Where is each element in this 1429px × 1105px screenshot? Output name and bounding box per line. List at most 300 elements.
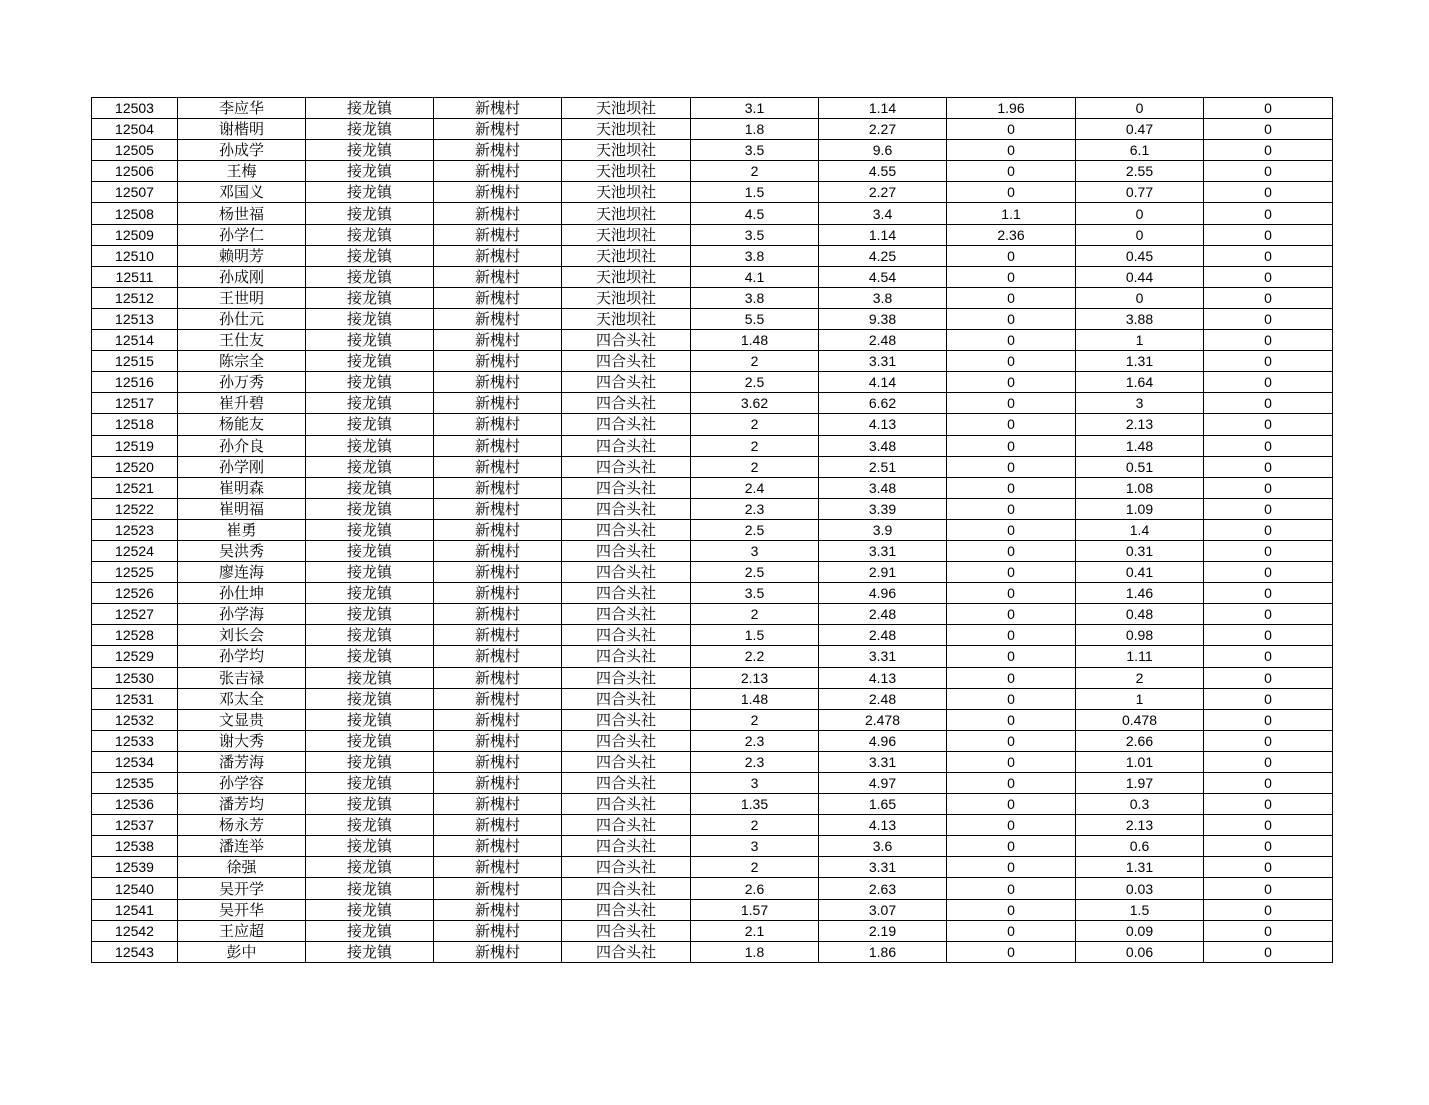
table-body: [92, 98, 1333, 963]
cell-value-c: 0: [947, 773, 1076, 794]
cell-town: 接龙镇: [306, 667, 434, 688]
cell-village: 新槐村: [434, 583, 562, 604]
cell-person-name: 孙学均: [178, 646, 306, 667]
cell-value-d: 0.41: [1076, 562, 1204, 583]
cell-value-d: 1.08: [1076, 477, 1204, 498]
cell-value-e: 0: [1204, 224, 1333, 245]
cell-value-d: 1.31: [1076, 857, 1204, 878]
cell-value-b: 2.48: [819, 604, 947, 625]
cell-person-name: 徐强: [178, 857, 306, 878]
cell-value-a: 2: [691, 857, 819, 878]
cell-value-b: 2.27: [819, 119, 947, 140]
cell-value-c: 0: [947, 498, 1076, 519]
cell-town: 接龙镇: [306, 330, 434, 351]
cell-value-b: 3.31: [819, 540, 947, 561]
cell-village: 新槐村: [434, 667, 562, 688]
cell-record-id: 12532: [92, 709, 178, 730]
cell-record-id: 12534: [92, 751, 178, 772]
cell-record-id: 12516: [92, 372, 178, 393]
cell-record-id: 12543: [92, 941, 178, 962]
cell-value-c: 0: [947, 456, 1076, 477]
cell-record-id: 12529: [92, 646, 178, 667]
cell-value-c: 0: [947, 625, 1076, 646]
cell-value-a: 2.3: [691, 730, 819, 751]
cell-record-id: 12527: [92, 604, 178, 625]
cell-value-b: 2.27: [819, 182, 947, 203]
cell-value-b: 3.4: [819, 203, 947, 224]
cell-value-a: 2: [691, 815, 819, 836]
cell-person-name: 孙学仁: [178, 224, 306, 245]
cell-value-e: 0: [1204, 941, 1333, 962]
cell-value-a: 2: [691, 604, 819, 625]
cell-community: 四合头社: [562, 920, 691, 941]
table-row: [92, 351, 1333, 372]
cell-value-b: 4.13: [819, 667, 947, 688]
cell-record-id: 12518: [92, 414, 178, 435]
cell-person-name: 彭中: [178, 941, 306, 962]
cell-community: 天池坝社: [562, 119, 691, 140]
cell-value-d: 0.44: [1076, 266, 1204, 287]
cell-record-id: 12503: [92, 98, 178, 119]
table-row: [92, 941, 1333, 962]
cell-record-id: 12540: [92, 878, 178, 899]
cell-village: 新槐村: [434, 604, 562, 625]
cell-town: 接龙镇: [306, 498, 434, 519]
cell-value-b: 1.65: [819, 794, 947, 815]
cell-town: 接龙镇: [306, 604, 434, 625]
cell-value-e: 0: [1204, 920, 1333, 941]
cell-village: 新槐村: [434, 562, 562, 583]
cell-value-a: 2.5: [691, 519, 819, 540]
cell-value-e: 0: [1204, 414, 1333, 435]
cell-value-b: 3.31: [819, 751, 947, 772]
cell-record-id: 12511: [92, 266, 178, 287]
cell-value-a: 4.5: [691, 203, 819, 224]
cell-record-id: 12525: [92, 562, 178, 583]
cell-value-d: 0.48: [1076, 604, 1204, 625]
cell-value-e: 0: [1204, 98, 1333, 119]
table-row: [92, 920, 1333, 941]
cell-value-b: 3.8: [819, 287, 947, 308]
cell-community: 四合头社: [562, 435, 691, 456]
cell-value-e: 0: [1204, 730, 1333, 751]
cell-value-e: 0: [1204, 351, 1333, 372]
table-row: [92, 836, 1333, 857]
cell-value-c: 0: [947, 730, 1076, 751]
cell-town: 接龙镇: [306, 351, 434, 372]
cell-value-a: 3.8: [691, 287, 819, 308]
table-row: [92, 119, 1333, 140]
cell-person-name: 谢楷明: [178, 119, 306, 140]
cell-value-a: 2: [691, 414, 819, 435]
cell-town: 接龙镇: [306, 182, 434, 203]
cell-community: 四合头社: [562, 941, 691, 962]
cell-community: 四合头社: [562, 414, 691, 435]
cell-value-b: 1.14: [819, 224, 947, 245]
cell-village: 新槐村: [434, 878, 562, 899]
cell-value-e: 0: [1204, 435, 1333, 456]
cell-record-id: 12509: [92, 224, 178, 245]
cell-town: 接龙镇: [306, 815, 434, 836]
cell-value-d: 3: [1076, 393, 1204, 414]
cell-value-b: 4.55: [819, 161, 947, 182]
cell-village: 新槐村: [434, 435, 562, 456]
cell-value-d: 1.5: [1076, 899, 1204, 920]
cell-person-name: 孙仕坤: [178, 583, 306, 604]
table-row: [92, 393, 1333, 414]
cell-person-name: 孙成刚: [178, 266, 306, 287]
cell-value-c: 0: [947, 477, 1076, 498]
table-row: [92, 604, 1333, 625]
cell-value-d: 1: [1076, 688, 1204, 709]
cell-town: 接龙镇: [306, 161, 434, 182]
cell-value-e: 0: [1204, 456, 1333, 477]
cell-value-a: 1.8: [691, 119, 819, 140]
cell-value-c: 0: [947, 836, 1076, 857]
table-row: [92, 815, 1333, 836]
cell-community: 四合头社: [562, 899, 691, 920]
table-row: [92, 625, 1333, 646]
cell-value-c: 0: [947, 709, 1076, 730]
cell-value-b: 4.54: [819, 266, 947, 287]
cell-value-a: 2.4: [691, 477, 819, 498]
cell-value-e: 0: [1204, 182, 1333, 203]
cell-value-b: 1.14: [819, 98, 947, 119]
table-row: [92, 857, 1333, 878]
cell-value-e: 0: [1204, 773, 1333, 794]
cell-town: 接龙镇: [306, 266, 434, 287]
cell-value-e: 0: [1204, 562, 1333, 583]
table-row: [92, 899, 1333, 920]
cell-value-a: 1.8: [691, 941, 819, 962]
cell-value-c: 0: [947, 857, 1076, 878]
cell-value-a: 2.3: [691, 498, 819, 519]
cell-value-e: 0: [1204, 878, 1333, 899]
cell-community: 四合头社: [562, 351, 691, 372]
cell-value-a: 2.6: [691, 878, 819, 899]
cell-value-c: 0: [947, 583, 1076, 604]
table-row: [92, 203, 1333, 224]
cell-community: 天池坝社: [562, 245, 691, 266]
cell-value-b: 6.62: [819, 393, 947, 414]
cell-value-d: 1.64: [1076, 372, 1204, 393]
cell-community: 四合头社: [562, 372, 691, 393]
cell-value-e: 0: [1204, 583, 1333, 604]
cell-person-name: 王仕友: [178, 330, 306, 351]
cell-value-b: 2.48: [819, 688, 947, 709]
cell-community: 天池坝社: [562, 224, 691, 245]
cell-value-a: 1.48: [691, 330, 819, 351]
cell-community: 四合头社: [562, 751, 691, 772]
cell-record-id: 12528: [92, 625, 178, 646]
cell-record-id: 12519: [92, 435, 178, 456]
cell-value-b: 3.31: [819, 646, 947, 667]
cell-value-e: 0: [1204, 625, 1333, 646]
cell-value-b: 3.9: [819, 519, 947, 540]
cell-value-a: 1.5: [691, 182, 819, 203]
cell-person-name: 孙学海: [178, 604, 306, 625]
cell-person-name: 王世明: [178, 287, 306, 308]
cell-value-e: 0: [1204, 815, 1333, 836]
cell-record-id: 12517: [92, 393, 178, 414]
cell-record-id: 12541: [92, 899, 178, 920]
cell-town: 接龙镇: [306, 245, 434, 266]
table-row: [92, 646, 1333, 667]
cell-town: 接龙镇: [306, 393, 434, 414]
cell-person-name: 邓国义: [178, 182, 306, 203]
cell-value-e: 0: [1204, 709, 1333, 730]
cell-value-d: 1.48: [1076, 435, 1204, 456]
table-row: [92, 519, 1333, 540]
cell-person-name: 孙学容: [178, 773, 306, 794]
cell-value-c: 0: [947, 161, 1076, 182]
cell-value-d: 2.13: [1076, 815, 1204, 836]
cell-value-b: 3.39: [819, 498, 947, 519]
cell-value-c: 0: [947, 245, 1076, 266]
cell-village: 新槐村: [434, 372, 562, 393]
cell-value-d: 1.11: [1076, 646, 1204, 667]
cell-town: 接龙镇: [306, 540, 434, 561]
cell-town: 接龙镇: [306, 308, 434, 329]
table-row: [92, 583, 1333, 604]
cell-village: 新槐村: [434, 857, 562, 878]
cell-value-a: 3.5: [691, 224, 819, 245]
cell-village: 新槐村: [434, 625, 562, 646]
cell-person-name: 杨能友: [178, 414, 306, 435]
cell-community: 四合头社: [562, 815, 691, 836]
cell-value-a: 2: [691, 351, 819, 372]
cell-value-e: 0: [1204, 646, 1333, 667]
table-row: [92, 435, 1333, 456]
cell-value-b: 3.48: [819, 477, 947, 498]
cell-value-b: 2.478: [819, 709, 947, 730]
cell-value-a: 4.1: [691, 266, 819, 287]
cell-community: 四合头社: [562, 519, 691, 540]
cell-village: 新槐村: [434, 161, 562, 182]
cell-value-a: 2: [691, 161, 819, 182]
cell-community: 四合头社: [562, 604, 691, 625]
cell-value-a: 2: [691, 709, 819, 730]
cell-village: 新槐村: [434, 224, 562, 245]
cell-value-a: 2.1: [691, 920, 819, 941]
cell-value-d: 0: [1076, 98, 1204, 119]
cell-village: 新槐村: [434, 308, 562, 329]
cell-value-e: 0: [1204, 899, 1333, 920]
cell-village: 新槐村: [434, 709, 562, 730]
cell-village: 新槐村: [434, 351, 562, 372]
cell-village: 新槐村: [434, 287, 562, 308]
cell-community: 四合头社: [562, 667, 691, 688]
cell-value-b: 3.31: [819, 351, 947, 372]
cell-value-b: 4.96: [819, 730, 947, 751]
table-row: [92, 540, 1333, 561]
cell-village: 新槐村: [434, 836, 562, 857]
cell-record-id: 12542: [92, 920, 178, 941]
cell-town: 接龙镇: [306, 941, 434, 962]
cell-town: 接龙镇: [306, 140, 434, 161]
table-row: [92, 161, 1333, 182]
cell-person-name: 吴洪秀: [178, 540, 306, 561]
cell-community: 四合头社: [562, 730, 691, 751]
cell-town: 接龙镇: [306, 625, 434, 646]
cell-person-name: 孙介良: [178, 435, 306, 456]
cell-village: 新槐村: [434, 477, 562, 498]
cell-value-a: 1.35: [691, 794, 819, 815]
cell-village: 新槐村: [434, 730, 562, 751]
cell-community: 天池坝社: [562, 287, 691, 308]
cell-person-name: 孙学刚: [178, 456, 306, 477]
cell-value-c: 0: [947, 751, 1076, 772]
cell-value-c: 2.36: [947, 224, 1076, 245]
cell-value-e: 0: [1204, 498, 1333, 519]
cell-record-id: 12539: [92, 857, 178, 878]
cell-village: 新槐村: [434, 266, 562, 287]
cell-town: 接龙镇: [306, 773, 434, 794]
cell-town: 接龙镇: [306, 751, 434, 772]
cell-community: 四合头社: [562, 393, 691, 414]
cell-value-c: 0: [947, 435, 1076, 456]
cell-value-e: 0: [1204, 161, 1333, 182]
cell-village: 新槐村: [434, 899, 562, 920]
table-row: [92, 330, 1333, 351]
cell-village: 新槐村: [434, 140, 562, 161]
cell-value-a: 2: [691, 456, 819, 477]
cell-person-name: 杨永芳: [178, 815, 306, 836]
cell-record-id: 12535: [92, 773, 178, 794]
cell-value-a: 2.2: [691, 646, 819, 667]
cell-value-e: 0: [1204, 287, 1333, 308]
cell-value-c: 0: [947, 688, 1076, 709]
cell-value-e: 0: [1204, 477, 1333, 498]
cell-value-b: 4.13: [819, 815, 947, 836]
cell-value-b: 4.25: [819, 245, 947, 266]
cell-value-a: 2: [691, 435, 819, 456]
cell-value-b: 4.13: [819, 414, 947, 435]
table-row: [92, 751, 1333, 772]
cell-town: 接龙镇: [306, 119, 434, 140]
cell-value-b: 4.14: [819, 372, 947, 393]
cell-town: 接龙镇: [306, 646, 434, 667]
cell-record-id: 12530: [92, 667, 178, 688]
cell-record-id: 12537: [92, 815, 178, 836]
cell-community: 天池坝社: [562, 266, 691, 287]
cell-value-d: 1.4: [1076, 519, 1204, 540]
cell-record-id: 12507: [92, 182, 178, 203]
table-row: [92, 878, 1333, 899]
cell-value-e: 0: [1204, 604, 1333, 625]
table-row: [92, 730, 1333, 751]
cell-value-c: 0: [947, 899, 1076, 920]
cell-community: 天池坝社: [562, 182, 691, 203]
cell-community: 天池坝社: [562, 98, 691, 119]
cell-value-c: 0: [947, 351, 1076, 372]
cell-town: 接龙镇: [306, 562, 434, 583]
cell-value-c: 0: [947, 540, 1076, 561]
cell-record-id: 12522: [92, 498, 178, 519]
cell-person-name: 孙万秀: [178, 372, 306, 393]
cell-record-id: 12505: [92, 140, 178, 161]
cell-value-b: 9.6: [819, 140, 947, 161]
cell-value-d: 1.31: [1076, 351, 1204, 372]
cell-value-c: 0: [947, 308, 1076, 329]
cell-value-e: 0: [1204, 857, 1333, 878]
cell-person-name: 刘长会: [178, 625, 306, 646]
cell-record-id: 12538: [92, 836, 178, 857]
cell-town: 接龙镇: [306, 372, 434, 393]
cell-value-b: 1.86: [819, 941, 947, 962]
cell-value-d: 0.98: [1076, 625, 1204, 646]
cell-value-e: 0: [1204, 667, 1333, 688]
cell-town: 接龙镇: [306, 583, 434, 604]
cell-value-a: 2.3: [691, 751, 819, 772]
table-row: [92, 182, 1333, 203]
cell-person-name: 崔升碧: [178, 393, 306, 414]
cell-value-d: 3.88: [1076, 308, 1204, 329]
cell-person-name: 谢大秀: [178, 730, 306, 751]
cell-community: 四合头社: [562, 583, 691, 604]
cell-person-name: 崔明森: [178, 477, 306, 498]
cell-village: 新槐村: [434, 751, 562, 772]
cell-value-c: 0: [947, 414, 1076, 435]
table-row: [92, 224, 1333, 245]
table-row: [92, 688, 1333, 709]
cell-value-a: 2.5: [691, 372, 819, 393]
cell-value-c: 1.1: [947, 203, 1076, 224]
cell-value-d: 1.46: [1076, 583, 1204, 604]
cell-record-id: 12531: [92, 688, 178, 709]
cell-value-e: 0: [1204, 203, 1333, 224]
cell-person-name: 王应超: [178, 920, 306, 941]
cell-town: 接龙镇: [306, 98, 434, 119]
cell-value-e: 0: [1204, 266, 1333, 287]
cell-value-d: 0.06: [1076, 941, 1204, 962]
cell-record-id: 12520: [92, 456, 178, 477]
cell-village: 新槐村: [434, 773, 562, 794]
cell-value-b: 3.6: [819, 836, 947, 857]
cell-value-a: 3.8: [691, 245, 819, 266]
cell-town: 接龙镇: [306, 730, 434, 751]
cell-value-c: 0: [947, 330, 1076, 351]
cell-community: 四合头社: [562, 477, 691, 498]
cell-value-e: 0: [1204, 308, 1333, 329]
cell-village: 新槐村: [434, 519, 562, 540]
cell-value-c: 0: [947, 646, 1076, 667]
cell-value-b: 2.48: [819, 625, 947, 646]
cell-town: 接龙镇: [306, 519, 434, 540]
table-row: [92, 287, 1333, 308]
cell-value-d: 0.45: [1076, 245, 1204, 266]
cell-record-id: 12512: [92, 287, 178, 308]
table-row: [92, 140, 1333, 161]
cell-person-name: 崔明福: [178, 498, 306, 519]
cell-record-id: 12521: [92, 477, 178, 498]
cell-value-b: 2.63: [819, 878, 947, 899]
cell-value-b: 3.48: [819, 435, 947, 456]
cell-person-name: 文显贵: [178, 709, 306, 730]
cell-value-d: 0.09: [1076, 920, 1204, 941]
cell-village: 新槐村: [434, 498, 562, 519]
cell-town: 接龙镇: [306, 857, 434, 878]
cell-person-name: 吴开华: [178, 899, 306, 920]
cell-community: 四合头社: [562, 330, 691, 351]
cell-record-id: 12515: [92, 351, 178, 372]
cell-person-name: 李应华: [178, 98, 306, 119]
cell-value-d: 0.77: [1076, 182, 1204, 203]
data-table: [91, 97, 1333, 963]
cell-community: 天池坝社: [562, 203, 691, 224]
cell-town: 接龙镇: [306, 794, 434, 815]
cell-community: 四合头社: [562, 688, 691, 709]
